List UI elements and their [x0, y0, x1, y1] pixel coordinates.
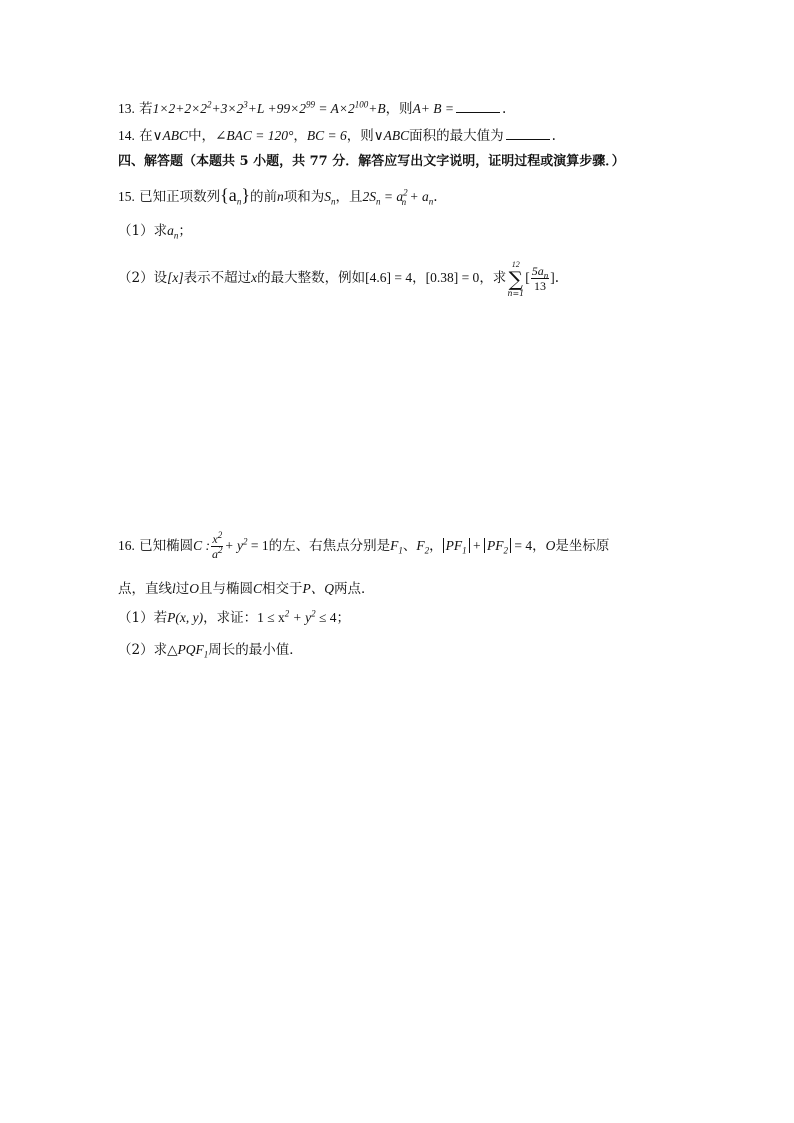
formula: $F_2$	[416, 538, 430, 556]
question-number: 16.	[118, 538, 135, 553]
formula: + $y^2 = 1$	[224, 536, 269, 553]
question-number: 14.	[118, 128, 135, 143]
formula: $S_n$	[324, 189, 336, 207]
question-number: 15.	[118, 189, 135, 204]
formula: [4.6] = 4	[365, 270, 413, 285]
fraction: $\frac{x^2}{a^2}$	[212, 530, 223, 561]
formula: $a_n$	[167, 223, 179, 241]
formula: $1 \le x^2 + y^2 \le 4$	[257, 608, 337, 625]
question-16: 16. 已知椭圆C : $\frac{x^2}{a^2}$ + $y^2 = 1$的左、右焦点分别是$F_1$、$F_2$， $PF_1 + PF_2 = 4$，O是坐标原	[118, 530, 610, 561]
formula: [x]	[167, 270, 184, 285]
text: ，则	[385, 101, 413, 117]
formula: ∨ABC	[373, 128, 410, 143]
formula: ∨ABC	[152, 128, 189, 143]
answer-blank[interactable]	[456, 100, 500, 113]
formula: $F_1$	[390, 538, 403, 556]
summation: 12 ∑ n=1	[507, 259, 525, 298]
answer-blank[interactable]	[506, 127, 550, 140]
question-14: 14. 在∨ABC中，∠BAC = 120°，BC = 6，则∨ABC面积的最大值为 .	[118, 128, 556, 144]
question-16-line-2: 点，直线l过O且与椭圆C相交于P、Q两点．	[118, 581, 375, 597]
formula: ∠BAC = 120°	[215, 128, 294, 143]
question-13: 13. 若$1\times 2+2\times 2^2+3\times 2^3+L +99\times 2^{99} = A\times 2^{100}+B$，则A+ B = .	[118, 99, 507, 117]
fraction: $\frac{5a_n}{13}$	[531, 264, 549, 293]
formula: P(x, y)	[167, 610, 204, 625]
formula: $2S_n = a^2_n + a_n$	[362, 187, 434, 207]
question-16-part-1: （1）若P(x, y)，求证：$1 \le x^2 + y^2 \le 4$；	[118, 608, 351, 626]
formula: BC = 6	[306, 128, 347, 143]
section-heading: 四、解答题（本题共 5 小题，共 77 分．解答应写出文字说明，证明过程或演算步骤．）	[118, 154, 625, 169]
formula: $1\times 2+2\times 2^2+3\times 2^3+L +99\times 2^{99} = A\times 2^{100}+B$	[152, 99, 386, 116]
question-number: 13.	[118, 101, 135, 116]
formula: [0.38] = 0	[425, 270, 480, 285]
formula: A+ B =	[412, 101, 455, 116]
question-16-part-2: （2）求$\triangle PQF_1$周长的最小值．	[118, 642, 303, 660]
formula: $PF_1 + PF_2 = 4$	[443, 538, 533, 553]
formula: $\{a_n\}$	[220, 185, 250, 207]
question-15-part-1: （1）求$a_n$；	[118, 223, 192, 241]
formula: $\triangle PQF_1$	[167, 642, 209, 660]
question-15: 15. 已知正项数列$\{a_n\}$的前n项和为$S_n$，且$2S_n = a^2_n + a_n$.	[118, 185, 438, 207]
text: 若	[139, 101, 153, 117]
question-15-part-2: （2）设[x]表示不超过x的最大整数，例如[4.6] = 4，[0.38] = 0，求 12 ∑ n=1 [ $\frac{5a_n}{13}$ ].	[118, 259, 560, 298]
